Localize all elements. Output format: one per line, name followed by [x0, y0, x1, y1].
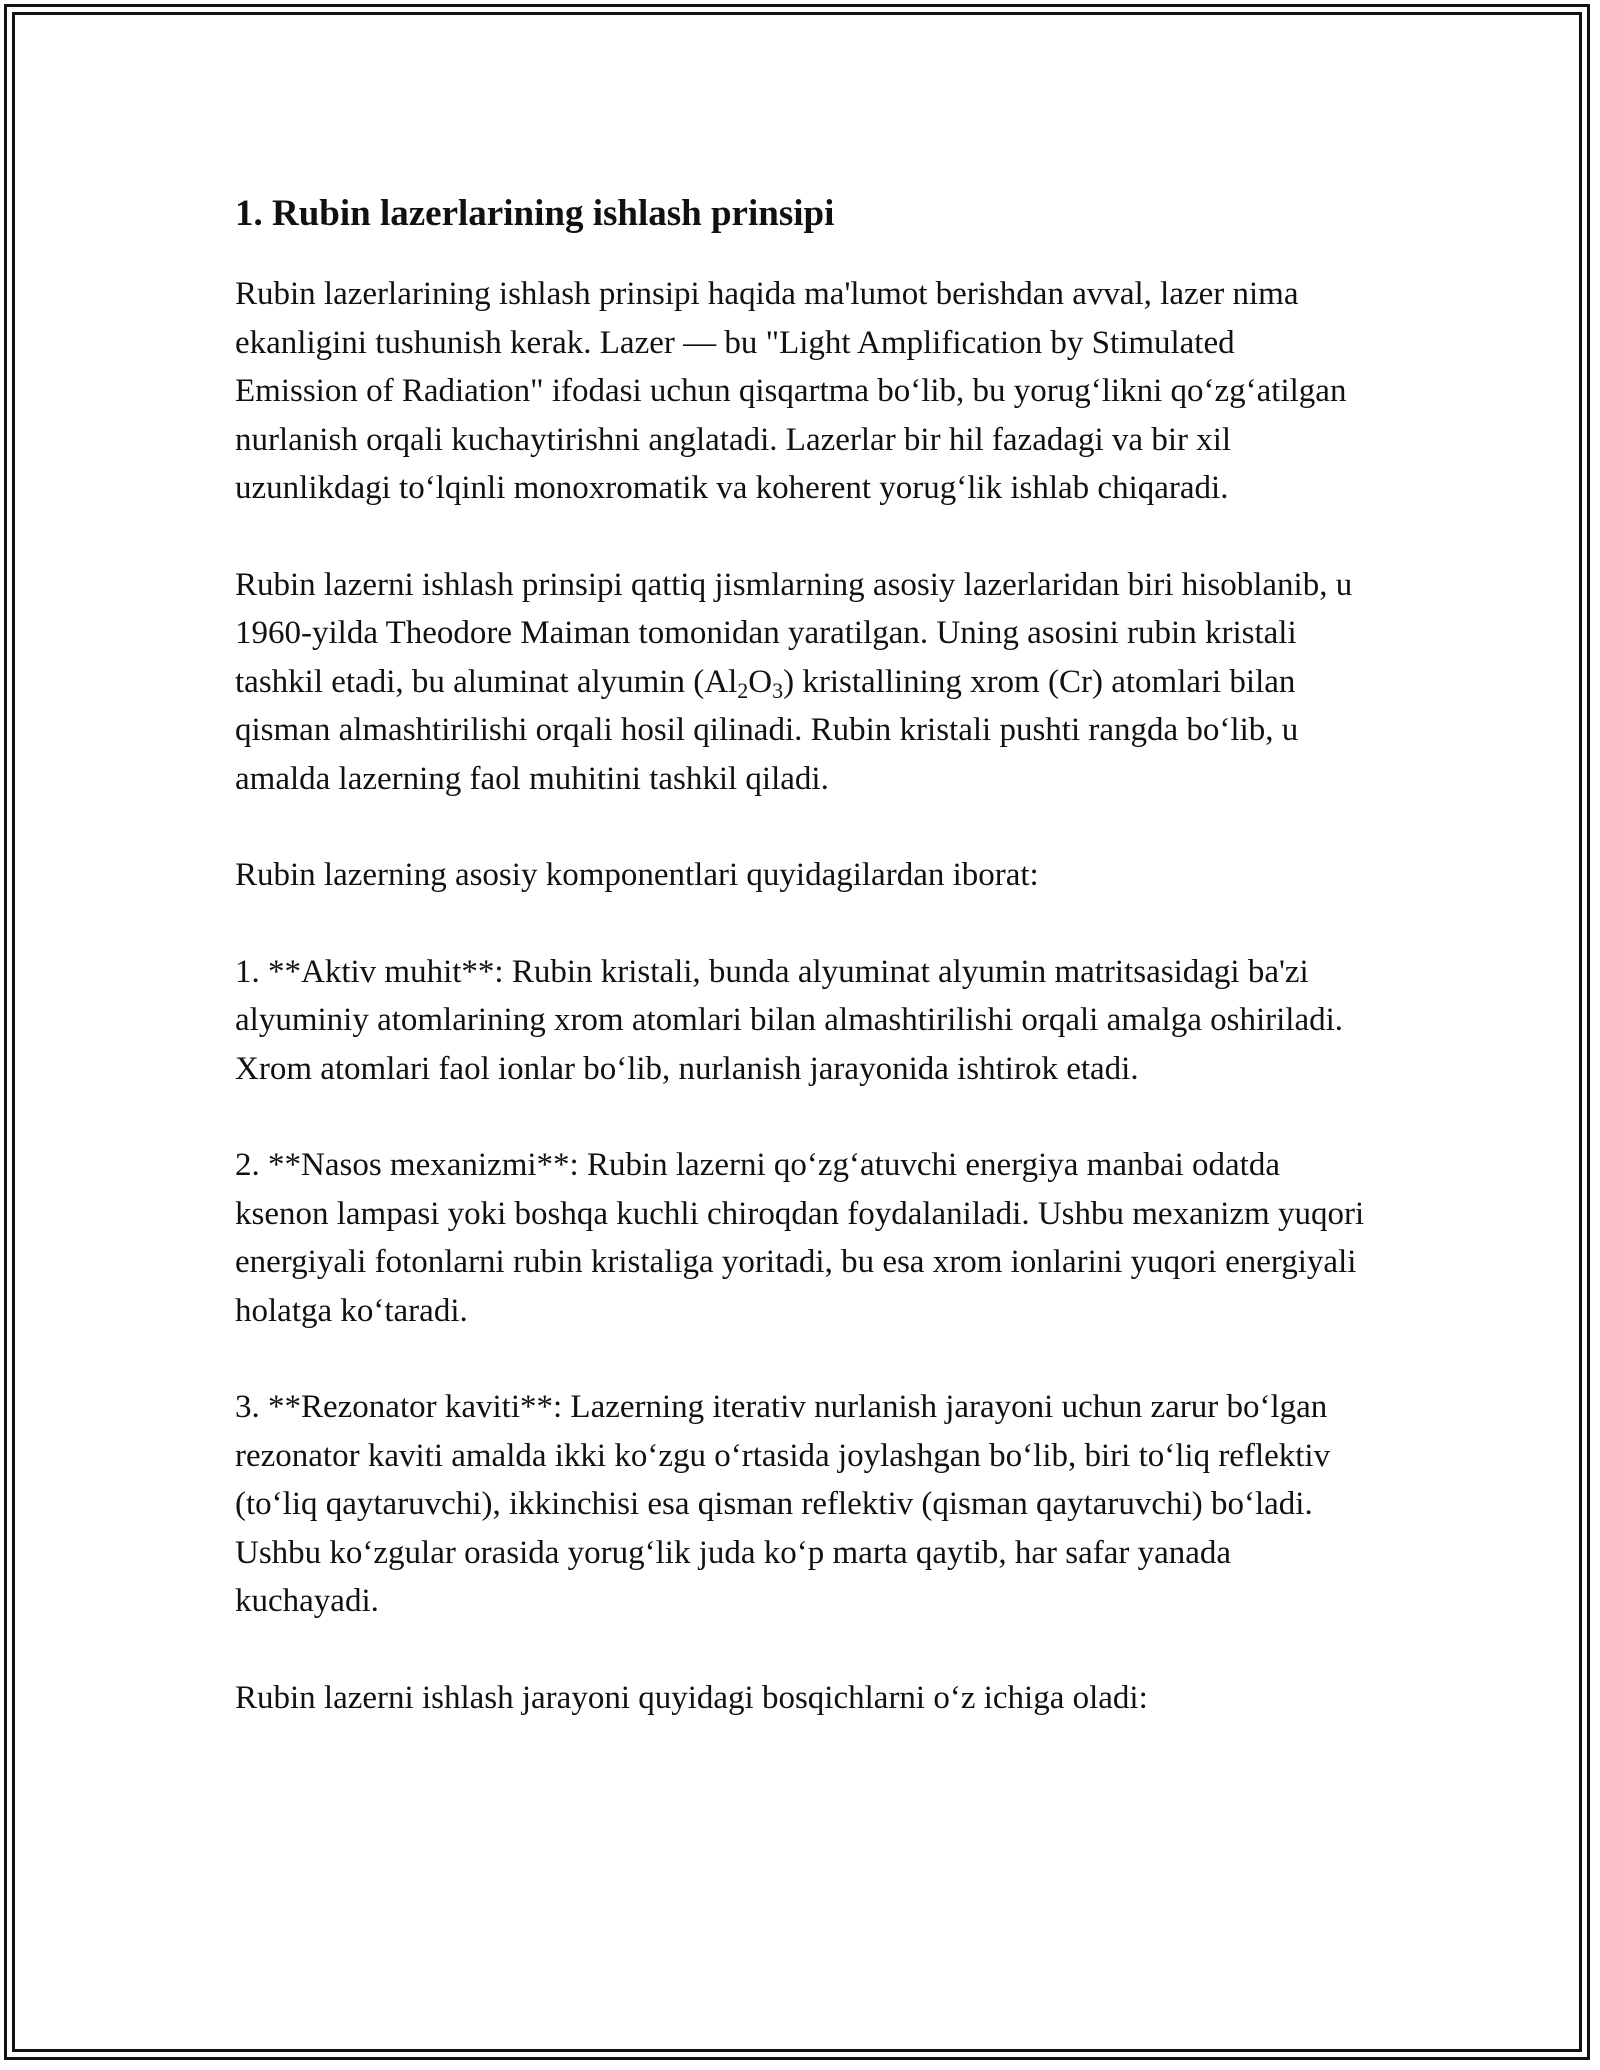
paragraph-text-before-formula: Rubin lazerni ishlash prinsipi qattiq jismlarning asosiy lazerlaridan biri hisoblanib, u 1960-yilda Theodore Maiman tomonidan yaratilgan. Uning asosini rubin kristali tashkil etadi, bu aluminat alyumin ( — [235, 566, 1353, 700]
paragraph-laser-definition: Rubin lazerlarining ishlash prinsipi haqida ma'lumot berishdan avval, lazer nima ekanligini tushunish kerak. Lazer — bu "Light Amplification by Stimulated Emission of Radiation" ifodasi uchun qisqartma bo‘lib, bu yorug‘likni qo‘zg‘atilgan nurlanish orqali kuchaytirishni anglatadi. Lazerlar bir hil fazadagi va bir xil uzunlikdagi to‘lqinli monoxromatik va koherent yorug‘lik ishlab chiqaradi. — [235, 276, 1347, 506]
paragraph-ruby-laser-history — [235, 561, 1365, 804]
chemical-formula: $Al_2O_3$ — [704, 663, 784, 703]
list-item-resonator-cavity: 3. **Rezonator kaviti**: Lazerning iterativ nurlanish jarayoni uchun zarur bo‘lgan rezonator kaviti amalda ikki ko‘zgu o‘rtasida joylashgan bo‘lib, biri to‘liq reflektiv (to‘liq qaytaruvchi), ikkinchisi esa qisman reflektiv (qisman qaytaruvchi) bo‘ladi. Ushbu ko‘zgular orasida yorug‘lik juda ko‘p marta qaytib, har safar yanada kuchayadi. — [235, 1389, 1331, 1619]
list-item-pump-mechanism: 2. **Nasos mexanizmi**: Rubin lazerni qo‘zg‘atuvchi energiya manbai odatda ksenon lampasi yoki boshqa kuchli chiroqdan foydalaniladi. Ushbu mexanizm yuqori energiyali fotonlarni rubin kristaliga yoritadi, bu esa xrom ionlarini yuqori energiyali holatga ko‘taradi. — [235, 1147, 1365, 1329]
section-title: 1. Rubin lazerlarining ishlash prinsipi — [235, 193, 835, 234]
paragraph-text-after-formula: ) kristallining xrom (Cr) atomlari bilan qisman almashtirilishi orqali hosil qilinadi. Rubin kristali pushti rangda bo‘lib, u amalda lazerning faol muhitini tashkil qiladi. — [235, 663, 1299, 797]
paragraph-components-intro: Rubin lazerning asosiy komponentlari quyidagilardan iborat: — [235, 857, 1039, 893]
paragraph-process-intro: Rubin lazerni ishlash jarayoni quyidagi bosqichlarni o‘z ichiga oladi: — [235, 1679, 1148, 1716]
document-body — [235, 188, 1365, 1770]
list-item-active-medium: 1. **Aktiv muhit**: Rubin kristali, bunda alyuminat alyumin matritsasidagi ba'zi alyuminiy atomlarining xrom atomlari bilan almashtirilishi orqali amalga oshiriladi. Xrom atomlari faol ionlar bo‘lib, nurlanish jarayonida ishtirok etadi. — [235, 953, 1344, 1087]
